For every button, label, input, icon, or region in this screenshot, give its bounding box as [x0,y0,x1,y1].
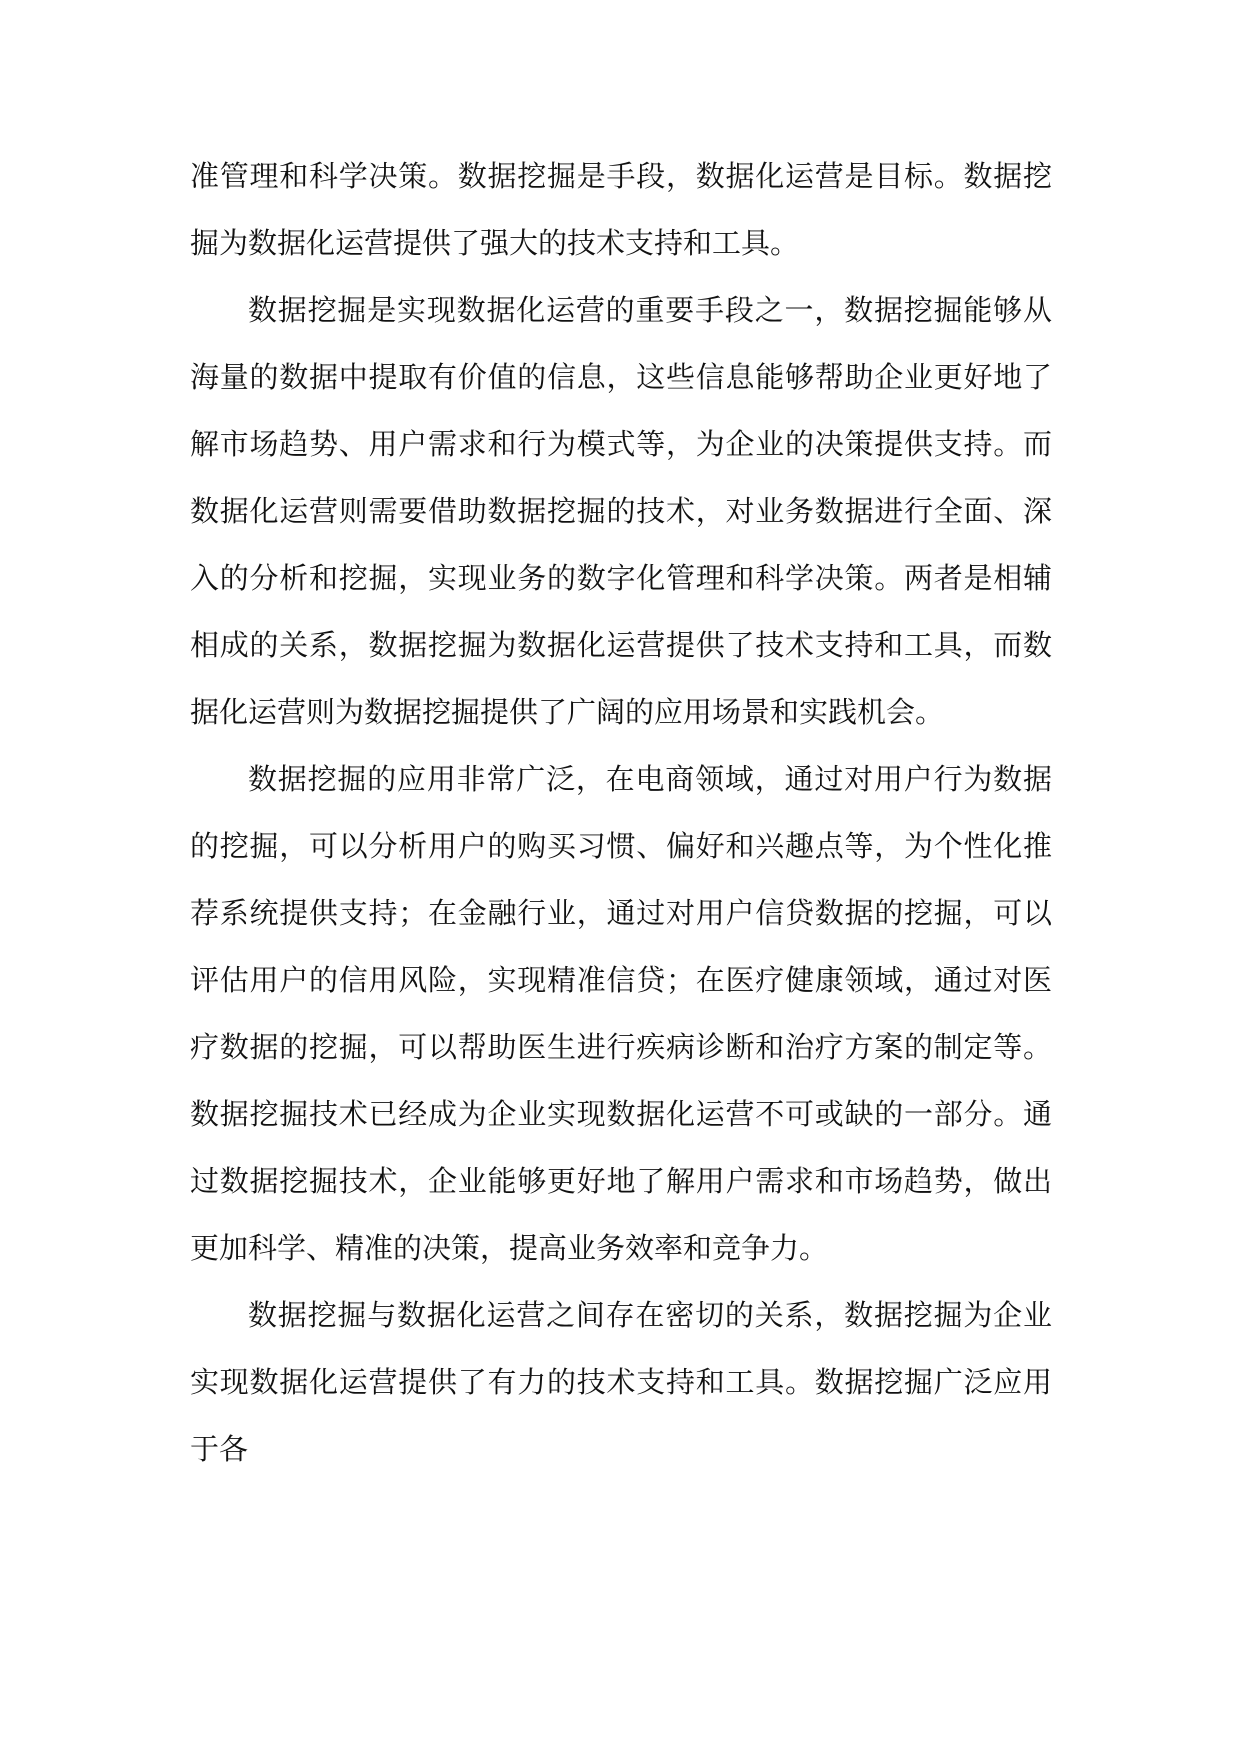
paragraph-continued: 准管理和科学决策。数据挖掘是手段，数据化运营是目标。数据挖掘为数据化运营提供了强大的技术支持和工具。 [190,159,1052,260]
body-text [190,143,1052,1483]
paragraph-applications: 数据挖掘的应用非常广泛，在电商领域，通过对用户行为数据的挖掘，可以分析用户的购买习惯、偏好和兴趣点等，为个性化推荐系统提供支持；在金融行业，通过对用户信贷数据的挖掘，可以评估用户的信用风险，实现精准信贷；在医疗健康领域，通过对医疗数据的挖掘，可以帮助医生进行疾病诊断和治疗方案的制定等。数据挖掘技术已经成为企业实现数据化运营不可或缺的一部分。通过数据挖掘技术，企业能够更好地了解用户需求和市场趋势，做出更加科学、精准的决策，提高业务效率和竞争力。 [190,762,1052,1265]
paragraph-relationship: 数据挖掘是实现数据化运营的重要手段之一，数据挖掘能够从海量的数据中提取有价值的信息，这些信息能够帮助企业更好地了解市场趋势、用户需求和行为模式等，为企业的决策提供支持。而数据化运营则需要借助数据挖掘的技术，对业务数据进行全面、深入的分析和挖掘，实现业务的数字化管理和科学决策。两者是相辅相成的关系，数据挖掘为数据化运营提供了技术支持和工具，而数据化运营则为数据挖掘提供了广阔的应用场景和实践机会。 [190,293,1052,729]
paragraph-summary: 数据挖掘与数据化运营之间存在密切的关系，数据挖掘为企业实现数据化运营提供了有力的技术支持和工具。数据挖掘广泛应用于各 [190,1298,1052,1466]
